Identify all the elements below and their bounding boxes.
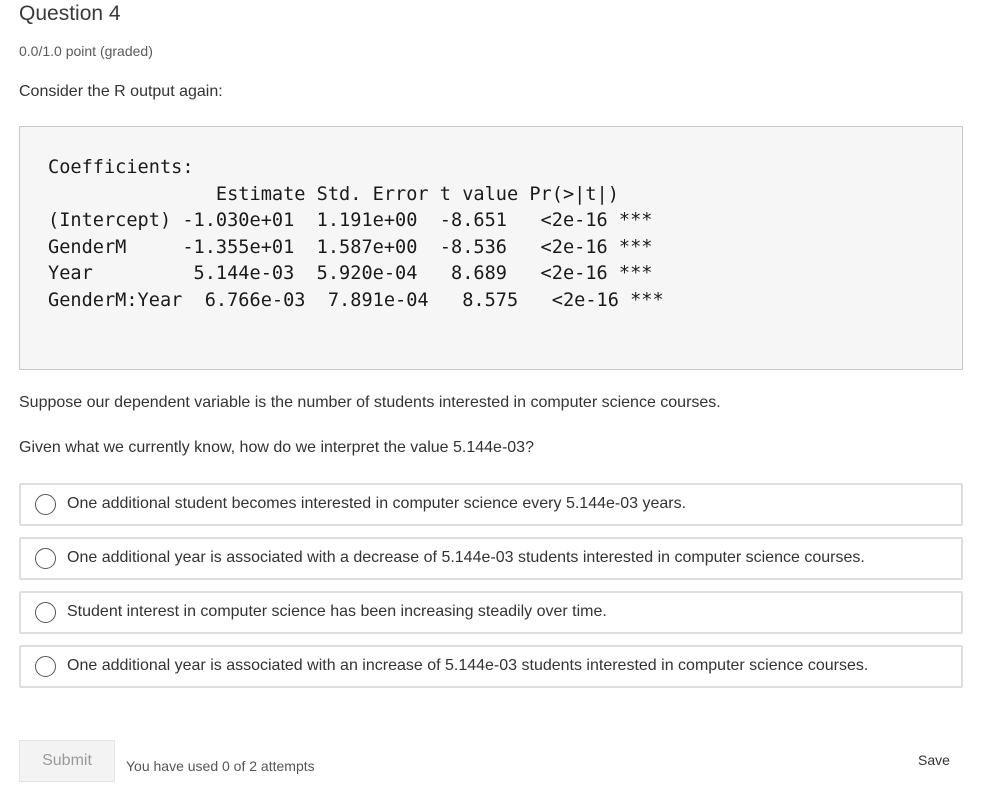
question-context: Suppose our dependent variable is the number of students interested in computer science courses. [19,394,721,411]
radio-button[interactable] [35,656,56,677]
choice-label: One additional student becomes interested in computer science every 5.144e-03 years. [67,495,687,512]
choice-label: Student interest in computer science has been increasing steadily over time. [67,603,607,620]
attempts-status: You have used 0 of 2 attempts [126,758,315,774]
r-output-box [19,126,963,370]
radio-button[interactable] [35,602,56,623]
r-coefficients-output: Coefficients: Estimate Std. Error t value Pr(>|t|) (Intercept) -1.030e+01 1.191e+00 -8.651 <2e-16 *** GenderM -1.355e+01 1.587e+00 -8.536 <2e-16 *** Year 5.144e-03 5.920e-04 8.689 <2e-16 *** GenderM:Year 6.766e-03 7.891e-04 8.575 <2e-16 *** [48,157,664,311]
radio-button[interactable] [35,494,56,515]
choice-label: One additional year is associated with a decrease of 5.144e-03 students interested in computer science courses. [67,549,865,566]
answer-choice-2[interactable] [19,537,963,580]
question-title: Question 4 [19,2,121,25]
answer-choice-1[interactable] [19,483,963,526]
points-status: 0.0/1.0 point (graded) [19,43,153,59]
answer-choice-4[interactable] [19,645,963,688]
save-button[interactable]: Save [918,752,950,768]
radio-button[interactable] [35,548,56,569]
submit-button[interactable]: Submit [19,740,115,782]
question-ask: Given what we currently know, how do we interpret the value 5.144e-03? [19,439,534,456]
choice-label: One additional year is associated with an increase of 5.144e-03 students interested in computer science courses. [67,657,869,674]
question-prompt: Consider the R output again: [19,83,223,100]
answer-choice-3[interactable] [19,591,963,634]
